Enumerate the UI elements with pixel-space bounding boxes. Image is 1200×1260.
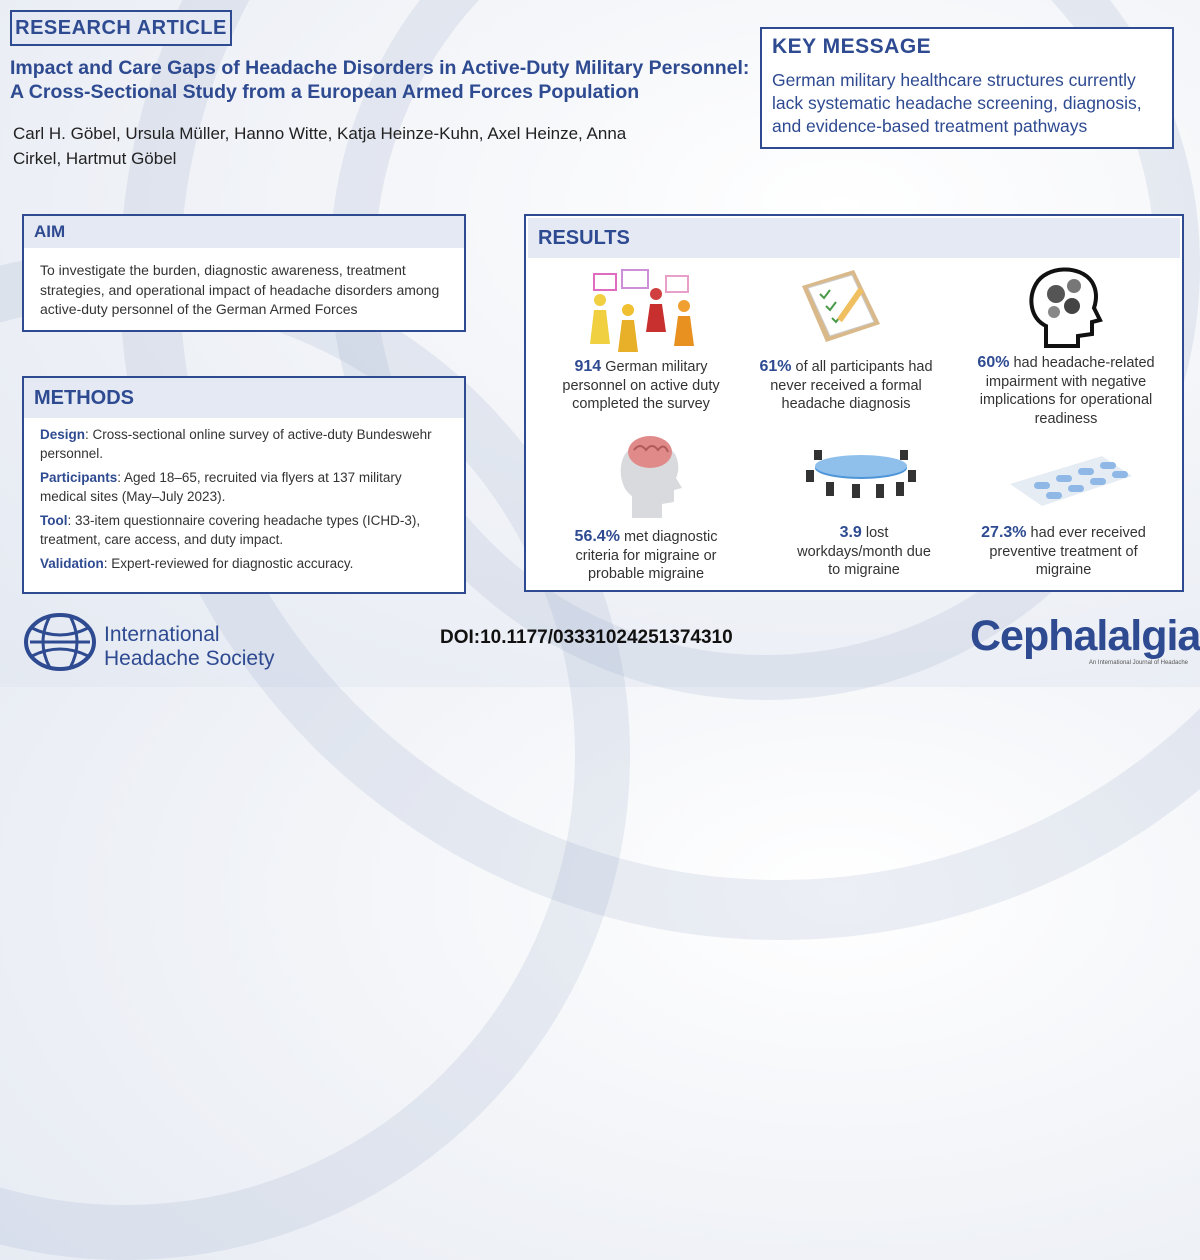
head-gears-icon xyxy=(1024,260,1104,350)
methods-item xyxy=(40,426,448,463)
methods-item-label: Tool xyxy=(40,513,68,528)
key-message-box xyxy=(760,27,1174,149)
doi-text: DOI:10.1177/03331024251374310 xyxy=(440,627,733,648)
methods-item xyxy=(40,512,448,549)
result-preventive-treatment xyxy=(981,524,1146,580)
ihs-name-line1: International xyxy=(104,623,220,646)
people-icon xyxy=(576,266,706,356)
methods-item-text: : Cross-sectional online survey of active-duty Bundeswehr personnel. xyxy=(40,427,432,461)
result-text: lost workdays/month due to migraine xyxy=(797,525,931,578)
methods-box xyxy=(22,376,466,594)
methods-item-text: : Aged 18–65, recruited via flyers at 137 military medical sites (May–July 2023). xyxy=(40,470,402,504)
pills-icon xyxy=(1006,444,1136,514)
article-title: Impact and Care Gaps of Headache Disorders in Active-Duty Military Personnel: A Cross-Sectional Study from a European Armed Forces Population xyxy=(10,57,750,103)
aim-box xyxy=(22,214,466,332)
result-diagnosis xyxy=(756,358,936,414)
journal-name: Cephalalgia xyxy=(970,612,1200,660)
result-value: 56.4% xyxy=(574,528,620,545)
result-value: 60% xyxy=(977,354,1010,371)
aim-text: To investigate the burden, diagnostic awareness, treatment strategies, and operational impact of headache disorders among active-duty personnel of the German Armed Forces xyxy=(40,262,440,317)
methods-item-label: Participants xyxy=(40,470,118,485)
methods-item-text: : 33-item questionnaire covering headache types (ICHD-3), treatment, care access, and duty impact. xyxy=(40,513,421,547)
result-text: of all participants had never received a formal headache diagnosis xyxy=(770,359,933,412)
ihs-name-line2: Headache Society xyxy=(104,647,275,670)
result-participants xyxy=(556,358,726,414)
ihs-logo xyxy=(20,612,320,672)
methods-item-label: Design xyxy=(40,427,86,442)
result-value: 27.3% xyxy=(981,524,1027,541)
key-message-text: German military healthcare structures currently lack systematic headache screening, diagnosis, and evidence-based treatment pathways xyxy=(772,70,1142,136)
result-impairment xyxy=(966,354,1166,428)
key-message-heading: KEY MESSAGE xyxy=(772,35,932,58)
ihs-globe-icon xyxy=(22,612,98,672)
methods-item-text: : Expert-reviewed for diagnostic accuracy. xyxy=(103,556,354,571)
result-migraine-criteria xyxy=(556,528,736,584)
results-heading: RESULTS xyxy=(528,218,1180,258)
methods-heading: METHODS xyxy=(24,378,464,418)
aim-heading: AIM xyxy=(24,216,464,248)
result-text: had headache-related impairment with negative implications for operational readiness xyxy=(979,355,1155,427)
result-value: 914 xyxy=(574,358,602,375)
result-text: German military personnel on active duty completed the survey xyxy=(562,359,720,412)
methods-item-label: Validation xyxy=(40,556,104,571)
methods-item xyxy=(40,555,448,574)
result-text: had ever received preventive treatment of migraine xyxy=(989,525,1146,578)
brain-head-icon xyxy=(616,426,686,521)
clipboard-icon xyxy=(796,264,886,344)
journal-subtitle: An International Journal of Headache xyxy=(1088,660,1188,666)
ihs-name xyxy=(104,623,274,671)
result-value: 61% xyxy=(759,358,792,375)
result-text: met diagnostic criteria for migraine or probable migraine xyxy=(575,529,718,582)
article-type-tag: RESEARCH ARTICLE xyxy=(10,10,232,46)
result-workdays xyxy=(794,524,934,580)
results-box xyxy=(524,214,1184,592)
meeting-table-icon xyxy=(796,444,926,504)
result-value: 3.9 xyxy=(839,524,862,541)
methods-item xyxy=(40,469,448,506)
author-list: Carl H. Göbel, Ursula Müller, Hanno Witte, Katja Heinze-Kuhn, Axel Heinze, Anna Cirkel, Hartmut Göbel xyxy=(13,124,627,168)
journal-logo xyxy=(970,612,1200,676)
